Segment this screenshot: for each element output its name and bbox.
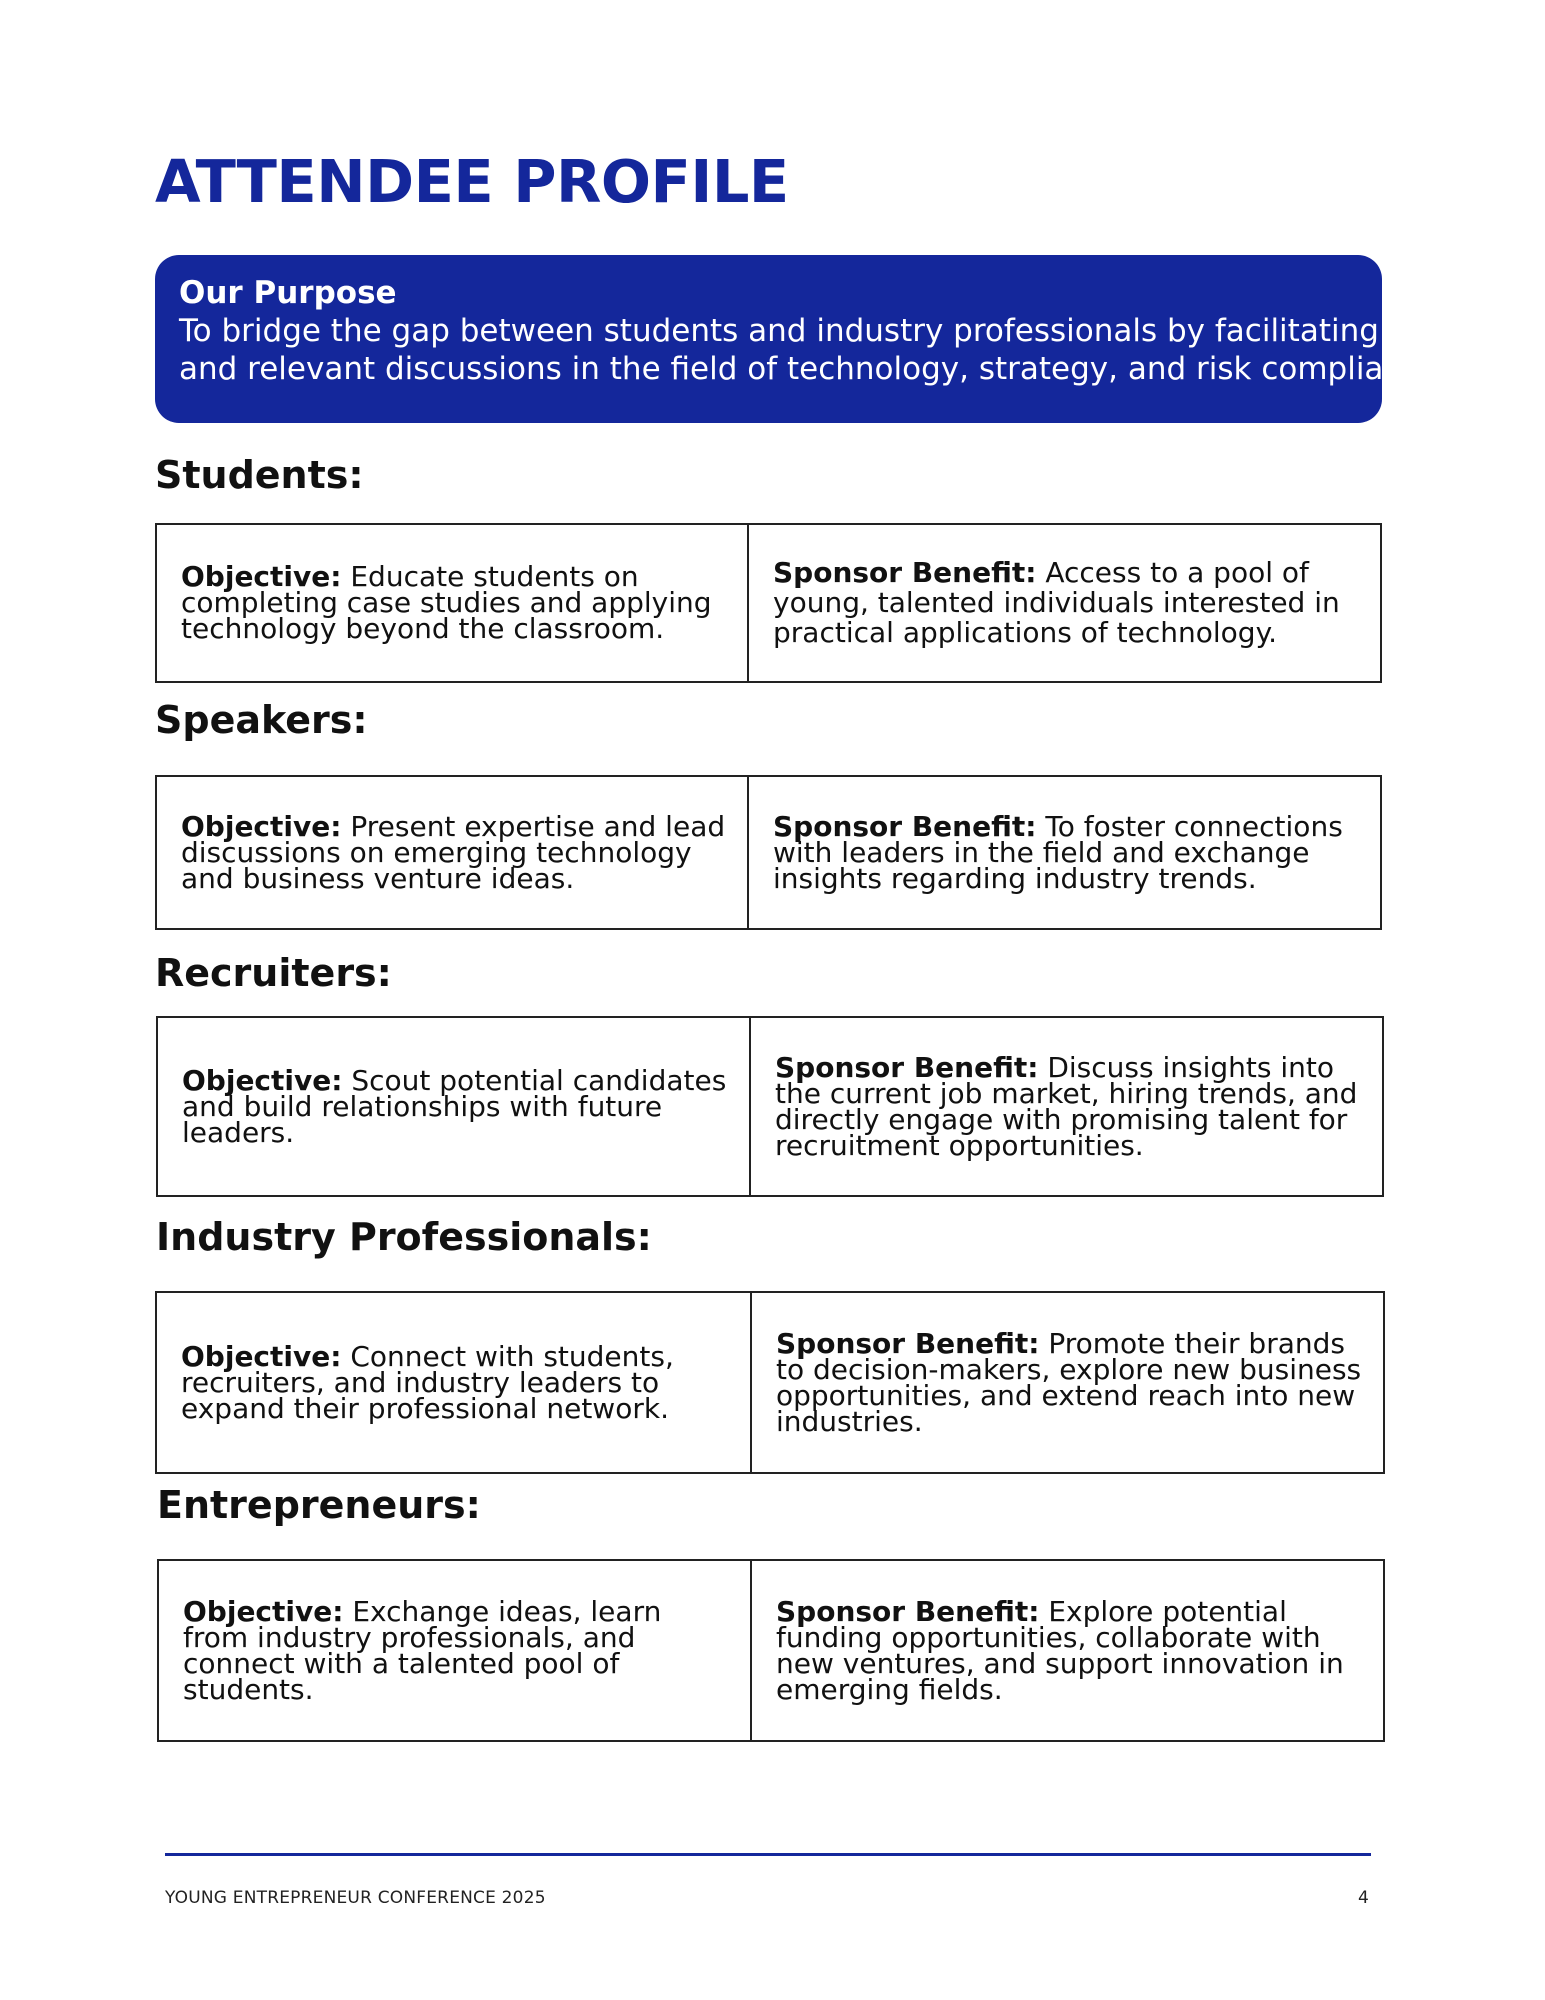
recruiters-card [156,1016,1384,1197]
speakers-objective-text: Present expertise and lead discussions on emerging technology and business venture ideas. [181,809,726,895]
page-number: 4 [1358,1888,1369,1908]
objective-label: Objective: [182,1063,343,1097]
industry-professionals-objective-text: Connect with students, recruiters, and industry leaders to expand their professional network. [181,1339,674,1425]
recruiters-objective-text: Scout potential candidates and build relationships with future leaders. [182,1063,727,1149]
benefit-label: Sponsor Benefit: [773,556,1037,589]
industry-professionals-heading: Industry Professionals: [156,1215,652,1259]
industry-professionals-objective-cell [157,1293,752,1472]
entrepreneurs-benefit-text: Explore potential funding opportunities, collaborate with new ventures, and support innovation in emerging fields. [776,1594,1344,1706]
industry-professionals-card [155,1291,1385,1474]
students-heading: Students: [155,453,364,497]
benefit-label: Sponsor Benefit: [776,1326,1040,1360]
objective-label: Objective: [183,1594,344,1628]
entrepreneurs-card [157,1559,1385,1742]
industry-professionals-benefit-cell [752,1293,1383,1472]
purpose-heading: Our Purpose [179,275,397,311]
students-benefit-cell [749,525,1380,681]
students-objective-cell [157,525,749,681]
entrepreneurs-heading: Entrepreneurs: [157,1483,481,1527]
students-benefit-text: Access to a pool of young, talented individuals interested in practical applications of technology. [773,556,1340,649]
recruiters-benefit-cell [751,1018,1382,1195]
objective-label: Objective: [181,809,342,843]
benefit-label: Sponsor Benefit: [776,1594,1040,1628]
recruiters-benefit-text: Discuss insights into the current job market, hiring trends, and directly engage with promising talent for recruitment opportunities. [775,1050,1358,1162]
speakers-benefit-text: To foster connections with leaders in the field and exchange insights regarding industry trends. [773,809,1343,895]
recruiters-objective-cell [158,1018,751,1195]
speakers-objective-cell [157,777,749,928]
industry-professionals-benefit-text: Promote their brands to decision-makers, explore new business opportunities, and extend reach into new industries. [776,1326,1362,1438]
students-card [155,523,1382,683]
purpose-line-2: and relevant discussions in the field of technology, strategy, and risk compliance. [179,351,1450,388]
footer-divider [165,1853,1371,1856]
footer-conference-name: YOUNG ENTREPRENEUR CONFERENCE 2025 [165,1888,546,1908]
purpose-banner [155,255,1533,423]
entrepreneurs-objective-cell [159,1561,752,1740]
recruiters-heading: Recruiters: [155,951,392,995]
speakers-heading: Speakers: [155,698,368,742]
entrepreneurs-benefit-cell [752,1561,1383,1740]
benefit-label: Sponsor Benefit: [773,809,1037,843]
speakers-card [155,775,1382,930]
page-title: ATTENDEE PROFILE [155,147,789,216]
benefit-label: Sponsor Benefit: [775,1050,1039,1084]
objective-label: Objective: [181,560,342,593]
speakers-benefit-cell [749,777,1380,928]
purpose-line-1: To bridge the gap between students and industry professionals by facilitating insightful [179,313,1533,350]
students-objective-text: Educate students on completing case studies and applying technology beyond the classroom. [181,560,712,645]
entrepreneurs-objective-text: Exchange ideas, learn from industry professionals, and connect with a talented pool of students. [183,1594,662,1706]
objective-label: Objective: [181,1339,342,1373]
